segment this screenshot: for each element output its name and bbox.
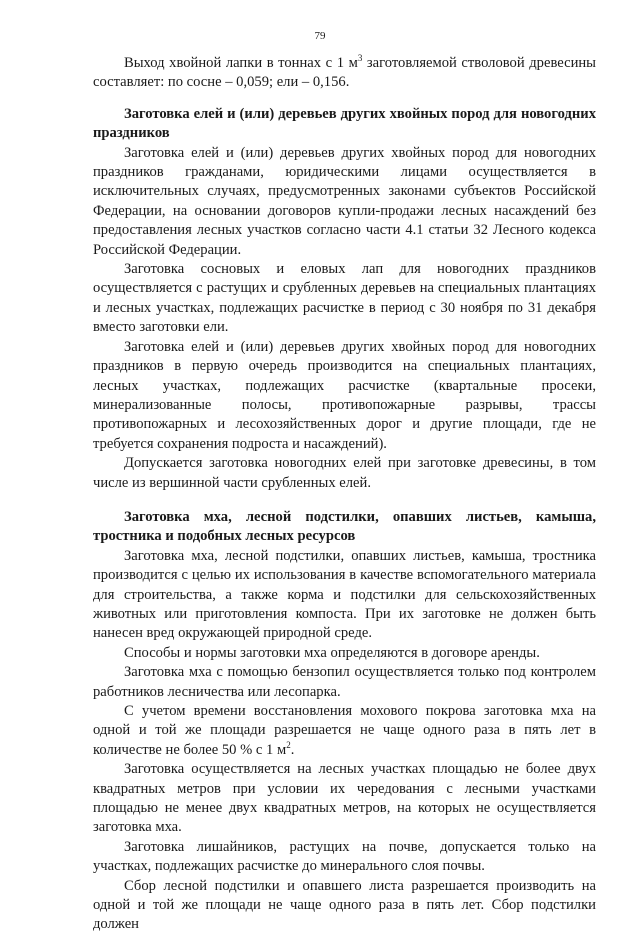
paragraph: Сбор лесной подстилки и опавшего листа разрешается производить на одной и той же площади не чаще одного раза в пять лет. Сбор подстилки должен xyxy=(93,877,596,933)
paragraph: Заготовка сосновых и еловых лап для новогодних праздников осуществляется с растущих и срубленных деревьев на специальных плантациях и лесных участках, подлежащих расчистке в период с 30 ноября по 31 декабря вместо заготовки ели. xyxy=(93,261,596,336)
paragraph: Заготовка елей и (или) деревьев других хвойных пород для новогодних праздников в первую очередь производится на специальных плантациях, лесных участках, подлежащих расчистке (квартальные просеки, минерализованные полосы, противопожарные разрывы, трассы противопожарных и лесохозяйственных дорог и другие площади, где не требуется сохранения подроста и насаждений). xyxy=(93,338,596,452)
paragraph: Заготовка осуществляется на лесных участках площадью не более двух квадратных метров при условии их чередования с лесными участками площадью не менее двух квадратных метров, на которых не осуществляется заготовка мха. xyxy=(93,761,596,836)
section-heading-christmas-trees: Заготовка елей и (или) деревьев других хвойных пород для новогодних праздников xyxy=(93,105,596,142)
paragraph: Способы и нормы заготовки мха определяются в договоре аренды. xyxy=(124,644,540,661)
paragraph: Заготовка елей и (или) деревьев других хвойных пород для новогодних праздников гражданами, юридическими лицами осуществляется в исключительных случаях, предусмотренных законами субъектов Российской Федерации, на основании договоров купли-продажи лесных насаждений без предоставления лесных участков согласно части 4.1 статьи 32 Лесного кодекса Российской Федерации. xyxy=(93,144,596,258)
document-body xyxy=(93,54,596,935)
paragraph: Заготовка лишайников, растущих на почве, допускается только на участках, подлежащих расчистке до минерального слоя почвы. xyxy=(93,838,596,875)
paragraph: Допускается заготовка новогодних елей при заготовке древесины, в том числе из вершинной части срубленных елей. xyxy=(93,455,596,491)
page-number: 79 xyxy=(314,30,326,42)
paragraph-lapka-yield: Выход хвойной лапки в тоннах с 1 $м^3$ заготовляемой стволовой древесины составляет: по сосне – 0,059; ели – 0,156. xyxy=(93,53,596,91)
section-heading-moss-litter: Заготовка мха, лесной подстилки, опавших листьев, камыша, тростника и подобных лесных ресурсов xyxy=(93,508,596,545)
paragraph: Заготовка мха, лесной подстилки, опавших листьев, камыша, тростника производится с целью их использования в качестве вспомогательного материала для строительства, а также корма и подстилки для сельскохозяйственных животных или приготовления компоста. При их заготовке не должен быть нанесен вред окружающей природной среде. xyxy=(93,547,596,642)
paragraph: Заготовка мха с помощью бензопил осуществляется только под контролем работников лесничества или лесопарка. xyxy=(93,664,596,700)
paragraph-moss-norm: С учетом времени восстановления мохового покрова заготовка мха на одной и той же площади разрешается не чаще одного раза в пять лет в количестве не более 50 % с 1 $м^2$. xyxy=(93,703,596,758)
